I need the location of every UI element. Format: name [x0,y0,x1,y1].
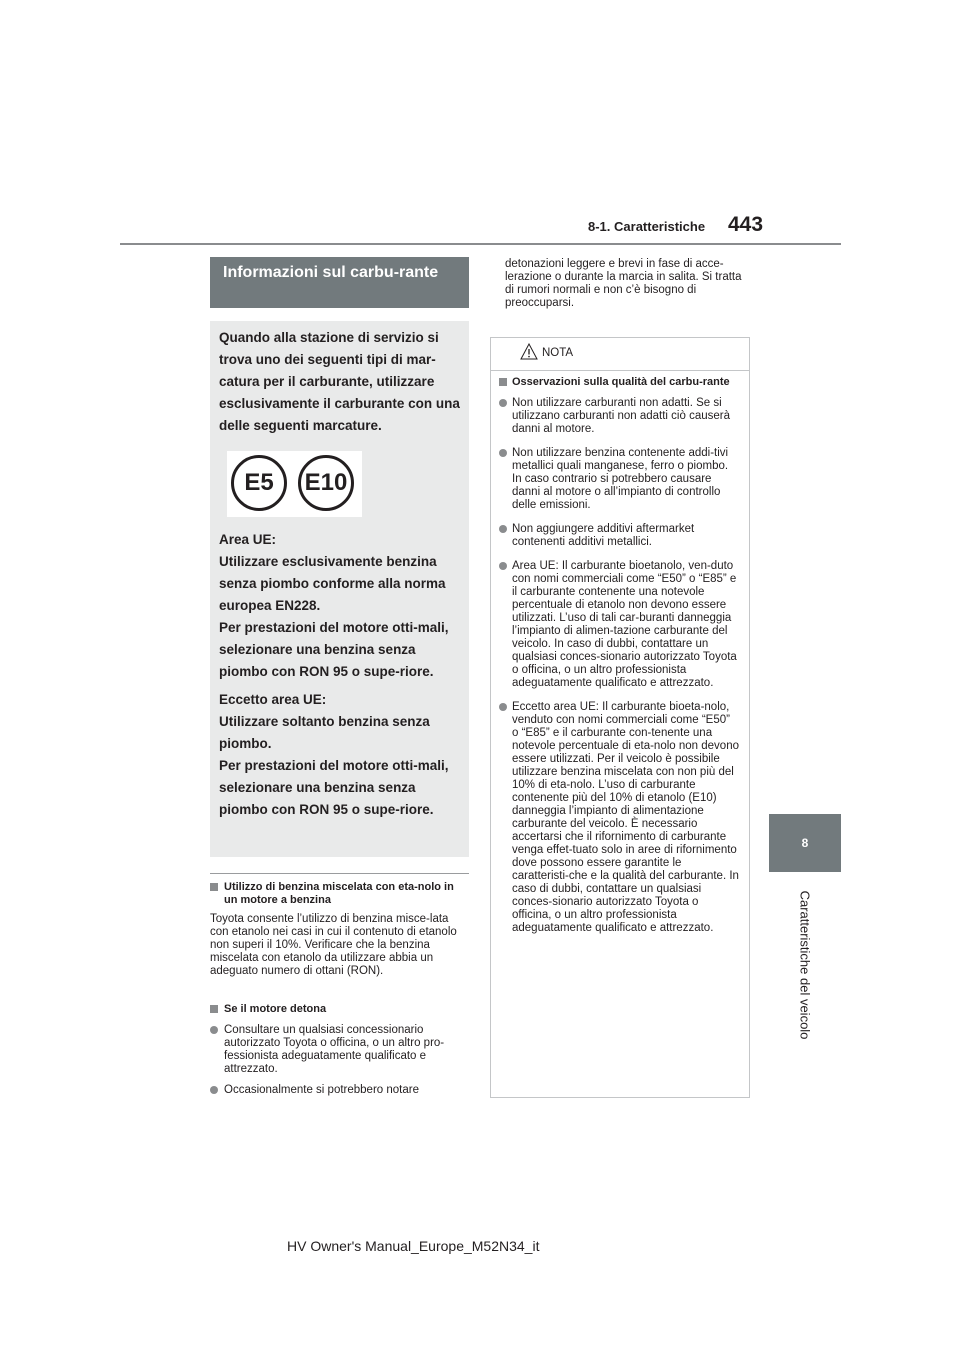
knock-section [210,1003,470,1097]
chapter-number: 8 [801,836,809,850]
ethanol-section-title: Utilizzo di benzina miscelata con eta-nolo in un motore a benzina [224,881,454,906]
note-box [490,337,750,1098]
footer-manual-id: HV Owner's Manual_Europe_M52N34_it [287,1238,540,1254]
section-title: 8-1. Caratteristiche [588,219,706,234]
fuel-label-graphic [227,451,362,517]
knock-bullet-2: Occasionalmente si potrebbero notare [224,1084,419,1096]
section-divider [210,873,469,874]
ethanol-section [210,881,470,978]
warning-icon [520,343,538,360]
note-item-2: Non utilizzare benzina contenente addi-tivi metallici quali manganese, ferro o piombo. In caso contrario si potrebbero causare danni al motore o all’impianto di controllo delle emissioni. [512,447,729,511]
fuel-info-intro: Quando alla stazione di servizio si trova uno dei seguenti tipi di mar-catura per il carburante, utilizzare esclusivamente il carburante con una delle seguenti marcature. [219,330,460,433]
square-bullet-icon [210,883,218,891]
fuel-info-box [210,321,469,857]
round-bullet-icon [499,703,507,711]
square-bullet-icon [499,378,507,386]
eu-area-text: Utilizzare esclusivamente benzina senza piombo conforme alla norma europea EN228. [219,554,446,613]
non-eu-area-text: Utilizzare soltanto benzina senza piombo. [219,714,430,751]
eu-area-ron: Per prestazioni del motore otti-mali, selezionare una benzina senza piombo con RON 95 o supe-riore. [219,620,449,679]
square-bullet-icon [210,1005,218,1013]
round-bullet-icon [499,399,507,407]
chapter-tab [769,814,841,872]
round-bullet-icon [210,1026,218,1034]
chapter-title: Caratteristiche del veicolo [797,890,813,1040]
note-title: Osservazioni sulla qualità del carbu-rante [512,376,730,388]
non-eu-area-ron: Per prestazioni del motore otti-mali, selezionare una benzina senza piombo con RON 95 o supe-riore. [219,758,449,817]
note-item-1: Non utilizzare carburanti non adatti. Se si utilizzano carburanti non adatti ciò causerà danni al motore. [512,397,730,435]
knock-bullet-2-continued: detonazioni leggere e brevi in fase di acce-lerazione o durante la marcia in salita. Si tratta di rumori normali e non c’è bisogno di preoccuparsi. [505,258,742,309]
note-item-4: Area UE: Il carburante bioetanolo, ven-duto con nomi commerciali come “E50” o “E85” e il carburante contenente una notevole percentuale di etanolo non devono essere utilizzati. L’uso di tali car-buranti danneggia l’impianto di alimen-tazione carburante del veicolo. In caso di dubbi, contattare un qualsiasi conces-sionario autorizzato Toyota o officina, o un altro professionista adeguatamente qualificato e attrezzato. [512,560,737,689]
note-item-3: Non aggiungere additivi aftermarket contenenti additivi metallici. [512,523,695,548]
knock-bullet-1: Consultare un qualsiasi concessionario autorizzato Toyota o officina, o un altro pro-fessionista adeguatamente qualificato e attrezzato. [224,1024,445,1075]
e5-label: E5 [231,455,287,511]
header-rule [120,243,841,245]
note-header [491,338,749,371]
eu-area-title: Area UE: [219,532,277,547]
page-number: 443 [728,213,764,236]
round-bullet-icon [499,525,507,533]
note-item-5: Eccetto area UE: Il carburante bioeta-nolo, venduto con nomi commerciali come “E50” o “E85” e il carburante con-tenente una notevole percentuale di eta-nolo non devono essere utilizzati. Per il veicolo è possibile utilizzare benzina miscelata con non più del 10% di eta-nolo. L’uso di carburante contenente più del 10% di etanolo (E10) danneggia l’impianto di alimentazione carburante del veicolo. È necessario accertarsi che il rifornimento di carburante venga effet-tuato solo in aree di rifornimento dove possono essere garantite le caratteristi-che e la qualità del carburante. In caso di dubbi, contattare un qualsiasi conces-sionario autorizzato Toyota o officina, o un altro professionista adeguatamente qualificato e attrezzato. [512,701,739,934]
round-bullet-icon [499,449,507,457]
knock-section-title: Se il motore detona [224,1003,327,1015]
note-content [499,376,739,935]
ethanol-section-body: Toyota consente l’utilizzo di benzina misce-lata con etanolo nei casi in cui il contenuto di etanolo non superi il 10%. Verificare che la benzina miscelata con etanolo da utilizzare abbia un adeguato numero di ottani (RON). [210,913,457,977]
non-eu-area-title: Eccetto area UE: [219,692,327,707]
round-bullet-icon [499,562,507,570]
note-label: NOTA [542,347,574,359]
fuel-info-heading: Informazioni sul carbu-rante [210,257,469,308]
round-bullet-icon [210,1086,218,1094]
chapter-title-vertical [769,880,841,1050]
e10-label: E10 [298,455,354,511]
